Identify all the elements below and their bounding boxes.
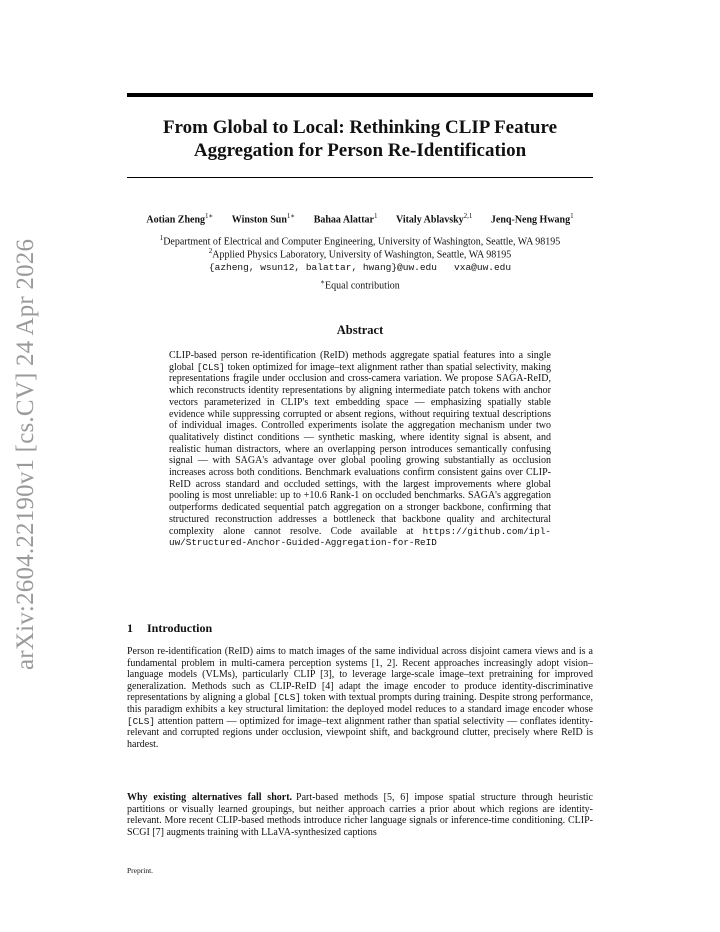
author: Vitaly Ablavsky$^{2,1}$ [395,212,473,226]
author: Aotian Zheng$^{1∗}$ [146,212,214,226]
paragraph-lead: Why existing alternatives fall short. [127,792,293,803]
author-emails: {azheng, wsun12, balattar, hwang}@uw.edu vxa@uw.edu [208,262,512,273]
title-line-2: Aggregation for Person Re-Identification [193,140,527,161]
footer-note: Preprint. [127,866,154,875]
intro-paragraph-1: Person re-identification (ReID) aims to match images of the same individual across disjoint camera views and is a fundamental problem in multi-camera perception systems [1, 2]. Recent approaches increasingly adopt vision–language models (VLMs), particularly CLIP [3], to leverage large-scale image–text pretraining for improved generalization. Methods such as CLIP-ReID [4] adapt the image encoder to produce identity-discriminative representations by aligning a global [CLS] token with textual prompts during training. Despite strong performance, this paradigm exhibits a key structural limitation: the deployed model reduces to a standard image encoder whose [CLS] attention pattern — optimized for image–text alignment rather than spatial selectivity — conflates identity-relevant and corrupted regions under occlusion, viewpoint shift, and background clutter, precisely where ReID is hardest. [127,646,593,750]
intro-paragraph-2: Why existing alternatives fall short. Part-based methods [5, 6] impose spatial structure through heuristic partitions or visually learned groupings, but neither approach carries a prior about which regions are identity-relevant. More recent CLIP-based methods introduce richer language signals or inference-time conditioning. CLIP-SCGI [7] augments training with LLaVA-synthesized captions [127,792,593,838]
top-rule [127,93,593,97]
code-link[interactable]: https://github.com/ipl-uw/Structured-Anchor-Guided-Aggregation-for-ReID [169,525,551,549]
author: Winston Sun$^{1∗}$ [231,212,296,226]
abstract-body: CLIP-based person re-identification (ReID) methods aggregate spatial features into a single global [CLS] token optimized for image–text alignment rather than spatial selectivity, making representations fragile under occlusion and cross-camera variation. We propose SAGA-ReID, which reconstructs identity representations by aligning intermediate patch tokens with anchor vectors parameterized in CLIP's text embedding space — emphasizing spatially stable evidence while suppressing corrupted or absent regions, without requiring textual descriptions of individual images. Controlled experiments isolate the aggregation mechanism under two qualitatively distinct conditions — synthetic masking, where identity signal is absent, and realistic human distractors, where an overlapping person introduces semantically confusing signal — with SAGA's advantage over global pooling growing substantially as occlusion increases across both conditions. Benchmark evaluations confirm consistent gains over CLIP-ReID across standard and occluded settings, with the largest improvements where global pooling is most unreliable: up to +10.6 Rank-1 on occluded benchmarks. SAGA's aggregation outperforms dedicated sequential patch aggregation on a stronger backbone, confirming that structured reconstruction addresses a bottleneck that backbone quality and architectural complexity alone cannot resolve. Code available at https://github.com/ipl-uw/Structured-Anchor-Guided-Aggregation-for-ReID [169,350,551,549]
paper-title [127,116,593,162]
title-rule [127,177,593,178]
cls-token: [CLS] [196,361,225,373]
author: Jenq-Neng Hwang$^1$ [490,212,574,226]
cls-token: [CLS] [127,715,155,727]
cls-token: [CLS] [272,692,301,704]
equal-contribution-note: ∗Equal contribution [320,278,400,292]
section-heading-introduction: 1 Introduction [127,621,213,635]
author-list [100,209,620,227]
abstract-heading: Abstract [336,323,384,337]
title-line-1: From Global to Local: Rethinking CLIP Feature [162,117,558,138]
arxiv-identifier: arXiv:2604.22190v1 [cs.CV] 24 Apr 2026 [12,238,39,670]
author: Bahaa Alattar$^1$ [313,212,378,226]
affiliation-1: $^1$Department of Electrical and Computer Engineering, University of Washington, Seattle, WA 98195 [159,234,561,248]
affiliation-2: $^2$Applied Physics Laboratory, University of Washington, Seattle, WA 98195 [208,247,512,261]
